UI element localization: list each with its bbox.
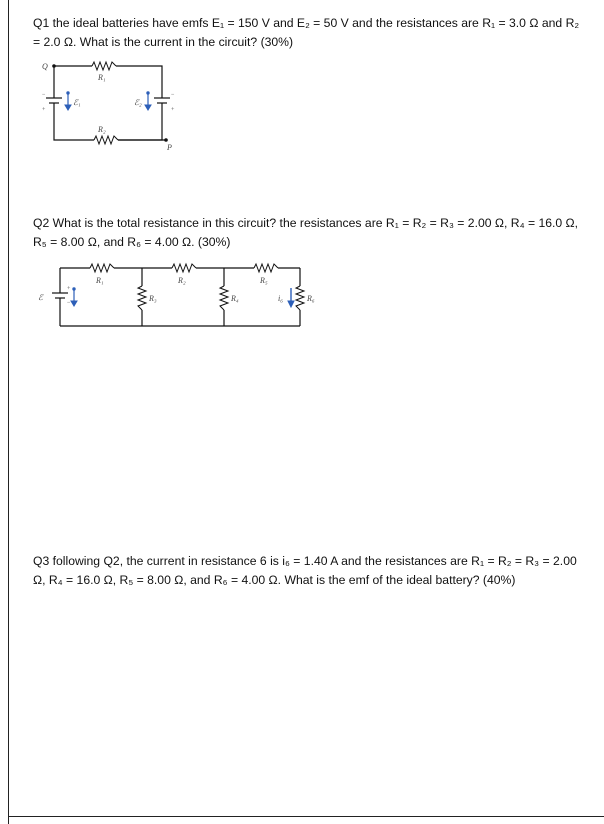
- question-2: [33, 214, 581, 252]
- fig2-label-r1: R₁: [96, 276, 104, 285]
- fig2-resistor-r5: [254, 264, 278, 272]
- fig2-label-r2: R₂: [178, 276, 186, 285]
- fig2-label-r4: R₄: [231, 294, 239, 303]
- fig1-emf2-arrow-icon: [145, 92, 151, 110]
- page-bottom-border: [8, 816, 604, 817]
- page-left-border: [8, 0, 9, 824]
- fig2-resistor-r2: [172, 264, 196, 272]
- fig1-emf1-arrow-icon: [65, 92, 71, 110]
- question-1-text: Q1 the ideal batteries have emfs E₁ = 150 V and E₂ = 50 V and the resistances are R₁ = 3.0 Ω and R₂ = 2.0 Ω. What is the current in the circuit? (30%): [33, 16, 580, 49]
- fig1-resistor-r2: [94, 136, 118, 144]
- fig2-resistor-r6: [296, 286, 304, 310]
- fig1-label-r2: R₂: [98, 125, 106, 134]
- fig2-label-emf: ℰ: [38, 293, 43, 302]
- question-3-text: Q3 following Q2, the current in resistance 6 is i₆ = 1.40 A and the resistances are R₁ = R₂ = R₃ = 2.00 Ω, R₄ = 16.0 Ω, R₅ = 8.00 Ω, and R₆ = 4.00 Ω. What is the emf of the ideal battery? (40%): [33, 554, 577, 587]
- fig2-battery-minus: −: [67, 300, 71, 306]
- fig2-label-r3: R₃: [149, 294, 157, 303]
- fig1-label-e2: ℰ₂: [134, 98, 142, 107]
- fig1-right-wire-bottom: [118, 108, 162, 140]
- fig2-battery-plus: +: [67, 286, 71, 292]
- fig1-resistor-r1: [92, 62, 116, 70]
- fig2-emf-arrow-icon: [71, 288, 77, 306]
- fig1-battery1-minus: −: [42, 92, 46, 98]
- circuit-diagram-1: [30, 58, 190, 158]
- fig2-resistor-r4: [220, 286, 228, 310]
- fig1-label-e1: ℰ₁: [73, 98, 81, 107]
- fig2-resistor-r1: [90, 264, 114, 272]
- fig1-bottom-wire-left: [54, 108, 94, 140]
- fig2-label-i6: i₆: [278, 294, 284, 303]
- fig2-current-i6-arrow-icon: [288, 288, 294, 307]
- fig2-label-r5: R₅: [260, 276, 268, 285]
- circuit-diagram-2: [30, 258, 340, 334]
- fig2-resistor-r3: [138, 286, 146, 310]
- fig2-label-r6: R₆: [307, 294, 315, 303]
- fig1-battery2-minus: −: [171, 92, 175, 98]
- fig1-top-wire-right: [116, 66, 162, 94]
- fig1-point-p-dot: [164, 138, 168, 142]
- fig1-point-q-dot: [52, 64, 56, 68]
- question-3: [33, 552, 581, 590]
- question-2-text: Q2 What is the total resistance in this circuit? the resistances are R₁ = R₂ = R₃ = 2.00 Ω, R₄ = 16.0 Ω, R₅ = 8.00 Ω, and R₆ = 4.00 Ω. (30%): [33, 216, 579, 249]
- question-1: [33, 14, 581, 52]
- fig1-label-r1: R₁: [98, 73, 106, 82]
- fig1-battery1-plus: +: [42, 107, 46, 113]
- fig1-label-p: P: [167, 143, 172, 152]
- fig1-battery2-plus: +: [171, 107, 175, 113]
- fig1-label-q: Q: [42, 62, 48, 71]
